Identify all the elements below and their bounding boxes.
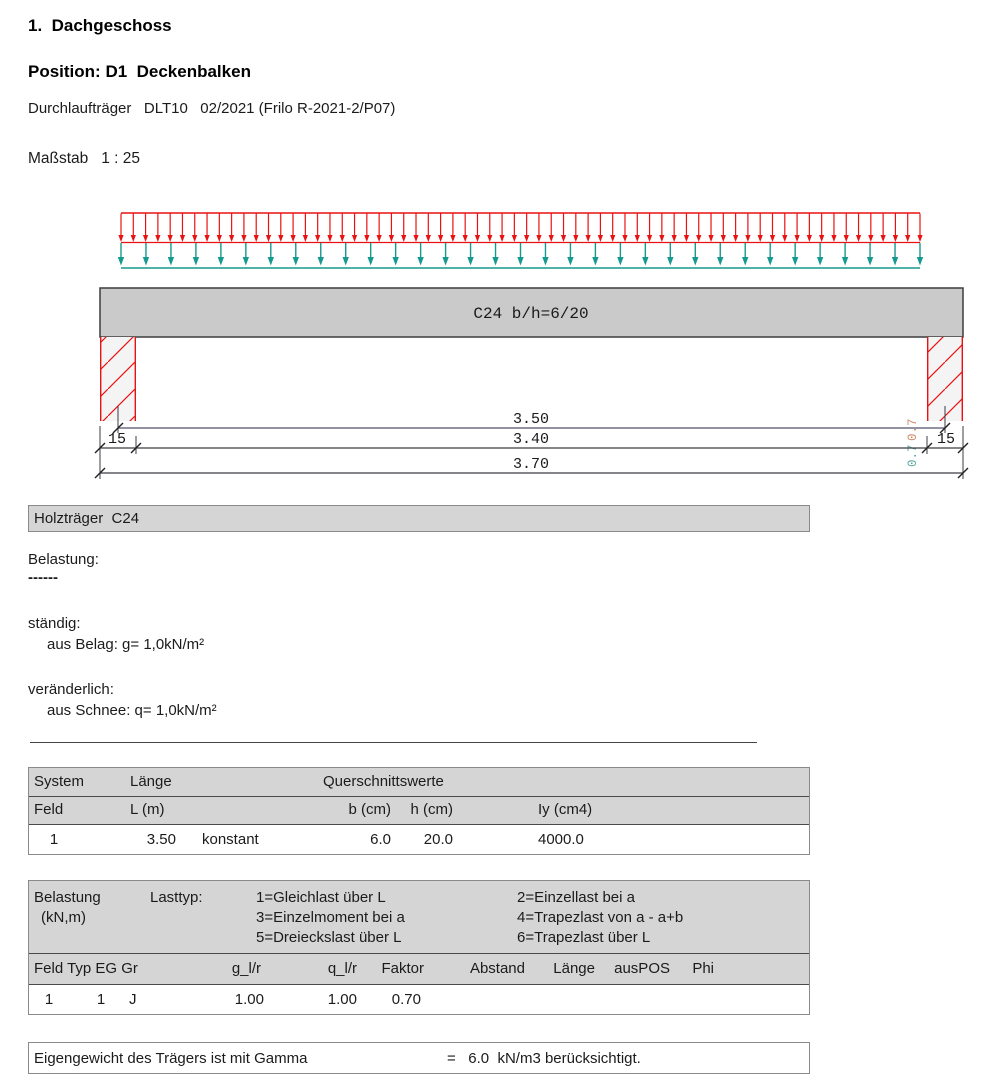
loads-separator-dashes: ------ bbox=[28, 569, 58, 586]
system-table-header-divider bbox=[29, 796, 809, 797]
load-row-eg: J bbox=[129, 991, 137, 1008]
col-laenge: Länge bbox=[130, 773, 172, 790]
system-row-konstant: konstant bbox=[202, 831, 259, 848]
variable-load-label: veränderlich: bbox=[28, 681, 114, 698]
system-row-iy: 4000.0 bbox=[538, 831, 584, 848]
col-l-m: L (m) bbox=[130, 801, 165, 818]
load-row-g: 1.00 bbox=[234, 991, 264, 1008]
self-weight-note-box bbox=[28, 1042, 810, 1074]
program-version-line: Durchlaufträger DLT10 02/2021 (Frilo R-2021-2/P07) bbox=[28, 100, 396, 117]
red-load-value-label: 0.7 bbox=[906, 418, 920, 441]
system-row-feld: 1 bbox=[49, 831, 59, 848]
lasttyp-1: 1=Gleichlast über L bbox=[256, 889, 386, 906]
system-table-body-divider bbox=[29, 824, 809, 825]
col-querschnittswerte: Querschnittswerte bbox=[323, 773, 444, 790]
load-row-typ: 1 bbox=[96, 991, 106, 1008]
dim-label-clear: 3.40 bbox=[512, 431, 550, 448]
lasttyp-5: 5=Dreieckslast über L bbox=[256, 929, 402, 946]
position-title: Position: D1 Deckenbalken bbox=[28, 62, 251, 81]
col-g-lr: g_l/r bbox=[231, 960, 261, 977]
dim-label-support-left: 15 bbox=[107, 431, 127, 448]
col-iy-cm4: Iy (cm4) bbox=[538, 801, 593, 818]
beam-diagram bbox=[0, 200, 988, 495]
col-faktor: Faktor bbox=[381, 960, 424, 977]
load-table bbox=[28, 880, 810, 1015]
lasttyp-2: 2=Einzellast bei a bbox=[517, 889, 635, 906]
col-laenge2: Länge bbox=[553, 960, 595, 977]
col-system: System bbox=[34, 773, 85, 790]
load-table-types-divider bbox=[29, 953, 809, 954]
col-q-lr: q_l/r bbox=[327, 960, 357, 977]
system-row-l: 3.50 bbox=[146, 831, 176, 848]
load-row-faktor: 0.70 bbox=[391, 991, 421, 1008]
teal-load-arrows bbox=[118, 243, 923, 266]
dim-label-span: 3.50 bbox=[512, 411, 550, 428]
load-table-unit: (kN,m) bbox=[41, 909, 86, 926]
red-load-arrows bbox=[118, 214, 922, 243]
load-row-q: 1.00 bbox=[327, 991, 357, 1008]
permanent-load-label: ständig: bbox=[28, 615, 81, 632]
self-weight-note-value: = 6.0 kN/m3 berücksichtigt. bbox=[447, 1050, 641, 1067]
system-table bbox=[28, 767, 810, 855]
self-weight-note-label: Eigengewicht des Trägers ist mit Gamma bbox=[34, 1050, 308, 1067]
dim-label-support-right: 15 bbox=[936, 431, 956, 448]
col-phi: Phi bbox=[692, 960, 714, 977]
col-auspos: ausPOS bbox=[614, 960, 670, 977]
dim-label-total: 3.70 bbox=[512, 456, 550, 473]
lasttyp-4: 4=Trapezlast von a - a+b bbox=[517, 909, 684, 926]
section-divider bbox=[30, 742, 757, 743]
load-table-body-divider bbox=[29, 984, 809, 985]
section-title: 1. Dachgeschoss bbox=[28, 16, 172, 35]
loads-heading: Belastung: bbox=[28, 551, 99, 568]
col-abstand: Abstand bbox=[469, 960, 525, 977]
beam-section-label: C24 b/h=6/20 bbox=[473, 305, 589, 323]
teal-load-value-label: 0.7 bbox=[906, 444, 920, 467]
col-feld-typ-eg-gr: Feld Typ EG Gr bbox=[34, 960, 138, 977]
lasttyp-6: 6=Trapezlast über L bbox=[517, 929, 651, 946]
material-bar bbox=[28, 505, 810, 532]
col-b-cm: b (cm) bbox=[348, 801, 391, 818]
lasttyp-label: Lasttyp: bbox=[150, 889, 203, 906]
col-feld: Feld bbox=[34, 801, 64, 818]
load-table-title: Belastung bbox=[34, 889, 101, 906]
scale-label: Maßstab 1 : 25 bbox=[28, 150, 140, 167]
material-bar-label: Holzträger C24 bbox=[34, 510, 140, 527]
system-row-b: 6.0 bbox=[370, 831, 391, 848]
load-row-feld: 1 bbox=[44, 991, 54, 1008]
lasttyp-3: 3=Einzelmoment bei a bbox=[256, 909, 405, 926]
variable-load-item: aus Schnee: q= 1,0kN/m² bbox=[47, 702, 217, 719]
system-row-h: 20.0 bbox=[423, 831, 453, 848]
permanent-load-item: aus Belag: g= 1,0kN/m² bbox=[47, 636, 205, 653]
col-h-cm: h (cm) bbox=[410, 801, 453, 818]
